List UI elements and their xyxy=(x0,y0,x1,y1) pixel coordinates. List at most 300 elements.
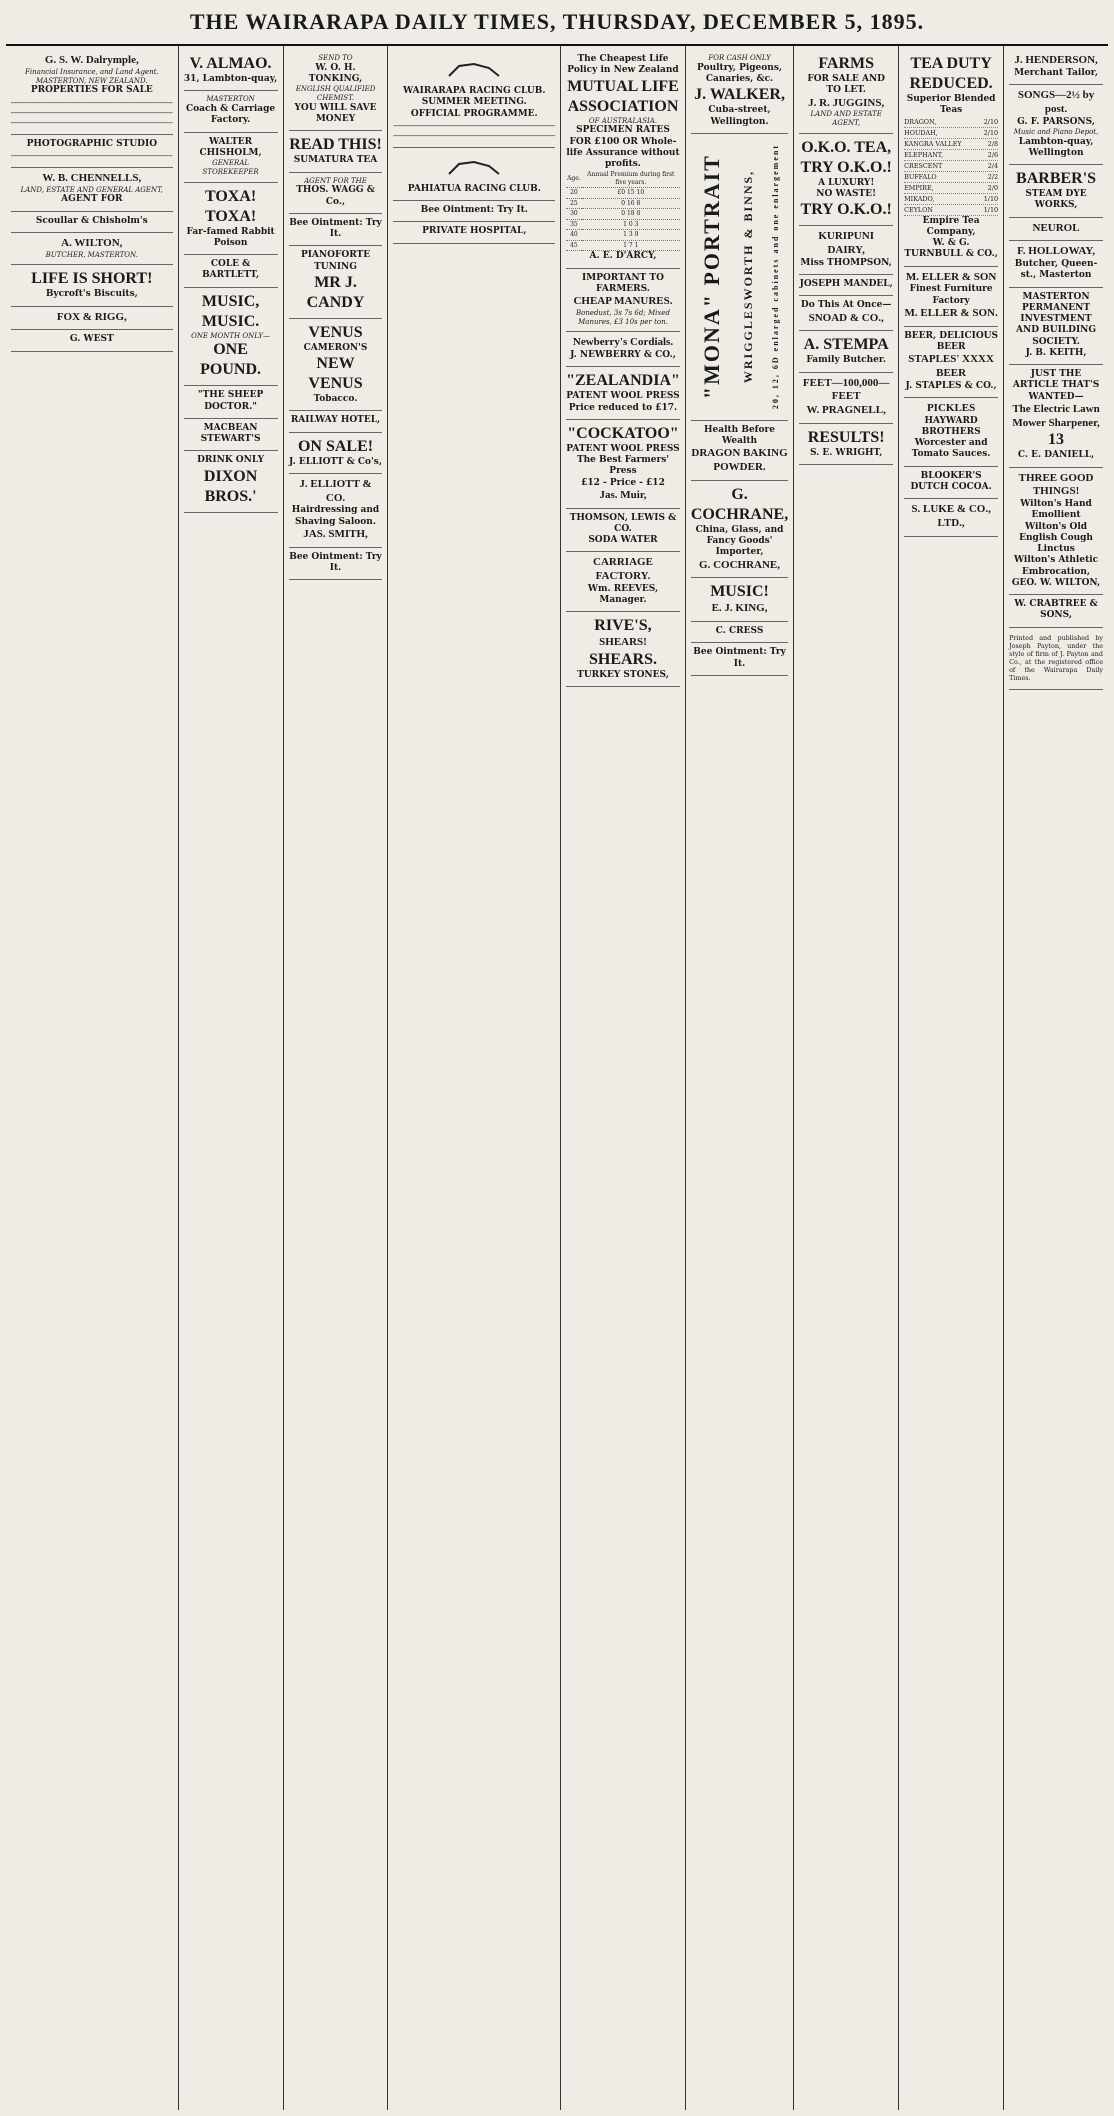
ad-tonking xyxy=(289,50,383,131)
rates-header: Age. xyxy=(566,170,582,188)
ad-subheading: Wilton's Hand Emollient xyxy=(1020,499,1092,521)
rate-premium: 1 3 9 xyxy=(582,230,680,241)
ad-subheading: JUST THE ARTICLE THAT'S WANTED— xyxy=(1012,369,1100,402)
ad-signature: J. STAPLES & CO., xyxy=(905,380,997,391)
ad-signature: GEO. W. WILTON, xyxy=(1011,577,1101,588)
ad-subheading: Bycroft's Biscuits, xyxy=(45,289,138,300)
ad-cochrane xyxy=(691,481,788,579)
ad-mutual-life xyxy=(566,50,680,269)
ad-barber xyxy=(1009,165,1103,218)
tea-name: HOUDAH, xyxy=(904,128,938,137)
wriggle-subtitle: 20, 12, 6D enlarged cabinets and one enlargement xyxy=(770,143,780,409)
ad-heading: BLOOKER'S DUTCH COCOA. xyxy=(910,470,992,492)
ad-subheading: DRINK ONLY xyxy=(197,455,265,466)
ad-heading: VENUS xyxy=(308,323,363,341)
ad-location: MASTERTON, NEW ZEALAND. xyxy=(36,76,148,85)
ad-subheading: £12 - Price - £12 xyxy=(581,477,665,488)
rate-row xyxy=(566,198,680,209)
ad-kuripuni xyxy=(799,226,893,275)
ad-subheading: Empire Tea Company, xyxy=(922,215,980,237)
ad-heading: J. WALKER, xyxy=(694,86,785,104)
ad-subheading: PIANOFORTE TUNING xyxy=(300,250,371,272)
rates-table xyxy=(566,170,680,251)
ad-heading: BARBER'S xyxy=(1016,170,1097,187)
ad-heading: G. COCHRANE, xyxy=(699,558,781,571)
ad-body: ────────────────────────────────────────── xyxy=(393,121,556,130)
ad-heading: Newberry's Cordials. xyxy=(572,336,674,349)
ad-pahiatua xyxy=(393,148,555,201)
ad-subheading: Merchant Tailor, xyxy=(1014,67,1098,78)
ad-sheep xyxy=(184,386,278,419)
ad-heading: G. COCHRANE, xyxy=(690,485,789,523)
ad-blooker xyxy=(904,467,998,500)
ad-subheading: Family Butcher. xyxy=(806,355,886,366)
ad-subheading: AGENT FOR xyxy=(61,194,123,205)
tea-price: 2/2 xyxy=(987,172,999,181)
ad-heading: RAILWAY HOTEL, xyxy=(290,415,381,426)
rate-age: 25 xyxy=(566,198,582,209)
ad-manures xyxy=(566,269,680,333)
ad-heading: PICKLES xyxy=(926,401,976,414)
ad-tea xyxy=(904,50,998,267)
ad-subheading: SHEARS! xyxy=(599,636,647,649)
ad-heading: CARRIAGE FACTORY. xyxy=(593,556,653,582)
ad-heading: NEW VENUS xyxy=(308,355,363,392)
ad-macbean xyxy=(184,419,278,452)
ad-body: ────────────────────────────────────────── xyxy=(11,118,173,127)
ad-subheading: China, Glass, and Fancy Goods' Importer, xyxy=(695,524,784,558)
column-9 xyxy=(1004,46,1108,2110)
ad-eller xyxy=(904,267,998,327)
ad-dragon xyxy=(691,421,788,481)
tea-price-row xyxy=(904,150,998,161)
ad-subheading: FOR CASH ONLY xyxy=(708,54,771,62)
ad-signature: A. E. D'ARCY, xyxy=(589,251,657,262)
ad-cress xyxy=(691,622,788,643)
ad-heading: G. S. W. Dalrymple, xyxy=(44,54,139,66)
ad-heading: LIFE IS SHORT! xyxy=(31,270,153,288)
ad-subheading: SEND TO xyxy=(318,54,353,62)
ad-heading: NEUROL xyxy=(1032,221,1080,234)
ad-heading: KURIPUNI DAIRY, xyxy=(818,230,874,256)
tea-price-list xyxy=(904,117,998,216)
ad-subheading: IMPORTANT TO FARMERS. xyxy=(582,272,664,294)
ad-stempa xyxy=(799,331,893,372)
ad-heading: ONE POUND. xyxy=(200,341,262,379)
column-5 xyxy=(561,46,686,2110)
ad-body: ────────────────────────────────────────── xyxy=(393,131,556,140)
ad-signature: J. R. JUGGINS, xyxy=(808,96,885,109)
rate-age: 40 xyxy=(566,230,582,241)
ad-subheading: J. ELLIOTT & Co's, xyxy=(289,456,382,467)
ad-heading: TRY O.K.O.! xyxy=(800,158,892,176)
ad-heading: CHEAP MANURES. xyxy=(573,295,673,307)
ad-subheading: BUTCHER, MASTERTON. xyxy=(45,250,138,259)
ad-heading: THOS. WAGG & Co., xyxy=(296,185,375,207)
ad-heading: DIXON BROS.' xyxy=(203,467,258,505)
ad-heading: RIVE'S, xyxy=(594,617,652,635)
ad-heading: STAPLES' XXXX BEER xyxy=(908,353,994,379)
ad-heading: TRY O.K.O.! xyxy=(800,201,892,219)
ad-carriage xyxy=(566,552,680,612)
ad-heading: MACBEAN STEWART'S xyxy=(200,422,261,444)
ad-walker xyxy=(691,50,788,134)
ad-subheading: INVESTMENT AND BUILDING SOCIETY. xyxy=(1016,314,1097,347)
ad-subheading: Financial Insurance, and Land Agent. xyxy=(24,67,159,76)
horse-emblem-icon xyxy=(444,156,504,178)
tea-price-row xyxy=(904,183,998,194)
ad-subheading: Superior Blended Teas xyxy=(906,94,996,116)
ad-almao xyxy=(184,50,278,91)
ad-subheading: The Best Farmers' Press xyxy=(576,455,670,477)
ad-candy xyxy=(289,246,383,319)
ad-wrigglesworth xyxy=(691,134,788,421)
masthead-title: THE WAIRARAPA DAILY TIMES, THURSDAY, DECEMBER 5, 1895. xyxy=(189,9,925,34)
ad-subheading: Wilton's Old English Cough Linctus xyxy=(1019,521,1093,554)
footer-imprint xyxy=(1009,628,1103,690)
ad-subheading: J. NEWBERRY & CO., xyxy=(570,350,676,360)
ad-heading: A. WILTON, xyxy=(61,236,123,249)
ad-music xyxy=(184,288,278,387)
ad-subheading: ONE MONTH ONLY— xyxy=(191,331,271,340)
ad-signature: Jas. Muir, xyxy=(599,488,647,501)
ad-elliott xyxy=(289,474,383,548)
tea-price-row xyxy=(904,139,998,150)
ad-signature: C. E. DANIELL, xyxy=(1017,450,1095,461)
ad-heading: Bee Ointment: Try It. xyxy=(289,217,382,239)
ad-wilton-three xyxy=(1009,468,1103,596)
ad-heading: J. HENDERSON, xyxy=(1014,54,1098,66)
column-8 xyxy=(899,46,1004,2110)
ad-subheading: 31, Lambton-quay, xyxy=(183,74,278,84)
ad-subheading: SUMMER MEETING. xyxy=(421,97,527,108)
ad-west xyxy=(11,330,173,351)
ad-subheading: Cuba-street, Wellington. xyxy=(708,105,771,127)
ad-subheading: ENGLISH QUALIFIED CHEMIST. xyxy=(295,85,376,102)
ad-railway xyxy=(289,411,383,432)
ad-farms xyxy=(799,50,893,134)
ad-heading: ON SALE! xyxy=(297,437,374,455)
ad-subheading: Tobacco. xyxy=(313,394,358,404)
ad-heading: Bee Ointment: Try It. xyxy=(420,205,528,215)
ad-heading: MR J. CANDY xyxy=(306,273,365,311)
column-2 xyxy=(179,46,284,2110)
ad-heading: MUTUAL LIFE ASSOCIATION xyxy=(567,77,679,115)
ad-subheading: Worcester and Tomato Sauces. xyxy=(911,438,991,460)
ad-subheading: Miss THOMPSON, xyxy=(800,257,892,268)
ad-photographic xyxy=(11,135,173,168)
ad-venus xyxy=(289,319,383,412)
tea-price: 2/4 xyxy=(987,161,999,170)
ad-subheading: Wm. REEVES, Manager. xyxy=(587,583,659,605)
ad-subheading: LAND AND ESTATE AGENT, xyxy=(810,110,882,127)
ad-heading: FEET—100,000—FEET xyxy=(802,376,890,403)
ad-bee-1 xyxy=(289,214,383,247)
ad-dalrymple xyxy=(11,50,173,135)
ad-price: 13 xyxy=(1048,431,1065,449)
ad-songs xyxy=(1009,85,1103,165)
ad-bee xyxy=(393,201,555,222)
ad-heading: WAIRARAPA RACING CLUB. xyxy=(403,86,546,96)
tea-price-row xyxy=(904,172,998,183)
ad-heading: TEA DUTY REDUCED. xyxy=(909,55,993,92)
tea-name: EMPIRE, xyxy=(904,183,934,192)
tea-price: 2/6 xyxy=(987,150,999,159)
ad-heading: Bee Ointment: Try It. xyxy=(693,647,786,669)
ad-subheading: SODA WATER xyxy=(588,535,658,545)
rate-premium: 1 7 1 xyxy=(582,240,680,251)
ad-private-hospital xyxy=(393,222,555,243)
rate-premium: 1 0 3 xyxy=(582,219,680,230)
ad-subheading: STEAM DYE WORKS, xyxy=(1025,189,1087,211)
ad-chisholm xyxy=(184,133,278,183)
tea-price-row xyxy=(904,194,998,205)
tea-name: CRESCENT xyxy=(904,161,943,170)
ad-cockatoo xyxy=(566,420,680,509)
ad-heading: Coach & Carriage Factory. xyxy=(185,104,276,126)
ad-subheading: SPECIMEN RATES FOR £100 OR Whole-life Assurance without profits. xyxy=(566,125,680,169)
ad-subheading: YOU WILL SAVE MONEY xyxy=(294,102,377,124)
column-4 xyxy=(388,46,561,2110)
ad-henderson xyxy=(1009,50,1103,85)
ad-heading: FARMS xyxy=(818,55,875,72)
ad-list-title: PROPERTIES FOR SALE xyxy=(30,85,153,96)
rate-row xyxy=(566,240,680,251)
ad-toxa xyxy=(184,183,278,256)
column-7 xyxy=(794,46,899,2110)
tea-price: 1/10 xyxy=(983,194,999,203)
ad-pickles xyxy=(904,398,998,467)
tea-name: BUFFALO xyxy=(904,172,937,181)
footer-text: Printed and published by Joseph Payton, under the style of firm of J. Payton and Co., at the registered office of the Wairarapa Daily Times. xyxy=(1009,633,1104,682)
ad-subheading: PATENT WOOL PRESS xyxy=(566,391,680,402)
ad-feet xyxy=(799,373,893,424)
tea-price: 2/0 xyxy=(987,183,999,192)
ad-subheading: Lambton-quay, Wellington xyxy=(1018,136,1094,158)
tea-price-row xyxy=(904,128,998,139)
ad-heading: A. STEMPA xyxy=(803,336,889,354)
ad-heading: THOMSON, LEWIS & CO. xyxy=(569,512,677,534)
rate-row xyxy=(566,188,680,199)
ad-heading: DRAGON BAKING POWDER. xyxy=(691,447,788,474)
tea-price: 2/8 xyxy=(987,139,999,148)
ad-subheading: G. F. PARSONS, xyxy=(1017,116,1095,127)
ad-life xyxy=(11,265,173,306)
ad-subheading: HAYWARD BROTHERS xyxy=(921,415,981,437)
masthead xyxy=(6,0,1108,46)
ad-cole xyxy=(184,255,278,288)
columns xyxy=(6,46,1108,2110)
ad-on-sale xyxy=(289,433,383,474)
ad-results xyxy=(799,424,893,465)
ad-racing-club xyxy=(393,50,555,148)
ad-heading: PRIVATE HOSPITAL, xyxy=(422,226,527,237)
tea-price: 2/10 xyxy=(983,117,999,126)
ad-bee xyxy=(691,643,788,676)
ad-scoullar xyxy=(11,212,173,233)
rates-header-row xyxy=(566,170,680,188)
ad-subheading: AGENT FOR THE xyxy=(304,176,367,185)
ad-subheading: A LUXURY! xyxy=(818,177,875,188)
ad-subheading: OFFICIAL PROGRAMME. xyxy=(410,108,538,119)
ad-chennells xyxy=(11,168,173,212)
ad-oko xyxy=(799,134,893,227)
ad-subheading: PATENT WOOL PRESS xyxy=(566,443,680,454)
ad-subheading: Music and Piano Depot, xyxy=(1013,127,1099,136)
column-1 xyxy=(6,46,179,2110)
ad-subheading: BEER, DELICIOUS BEER xyxy=(904,330,999,352)
ad-location: MASTERTON xyxy=(206,95,255,104)
ad-subheading: Hairdressing and Shaving Saloon. xyxy=(291,505,380,527)
ad-subheading: FOR SALE AND TO LET. xyxy=(807,74,885,96)
ad-signature: J. B. KEITH, xyxy=(1025,347,1087,358)
tea-name: ELEPHANT, xyxy=(904,150,944,159)
ad-heading: F. HOLLOWAY, xyxy=(1017,245,1096,258)
ad-wagg xyxy=(289,173,383,214)
ad-heading: PAHIATUA RACING CLUB. xyxy=(407,183,541,194)
ad-heading: Scoullar & Chisholm's xyxy=(35,215,148,226)
ad-neurol xyxy=(1009,218,1103,242)
ad-heading: S. LUKE & CO., LTD., xyxy=(911,503,991,529)
ad-heading: RESULTS! xyxy=(807,428,885,446)
rate-age: 30 xyxy=(566,209,582,220)
ad-snoad xyxy=(799,296,893,331)
ad-heading: FOX & RIGG, xyxy=(56,310,127,323)
tea-name: MIKADO, xyxy=(904,194,935,203)
ad-heading: TOXA! TOXA! xyxy=(204,187,257,225)
ad-holloway xyxy=(1009,241,1103,287)
ad-subheading: LAND, ESTATE AND GENERAL AGENT, xyxy=(20,185,164,194)
ad-thomson xyxy=(566,509,680,553)
ad-wilton xyxy=(11,233,173,266)
ad-read-this xyxy=(289,131,383,172)
ad-heading: JOSEPH MANDEL, xyxy=(799,279,893,289)
tea-name: CEYLON xyxy=(904,205,933,214)
ad-coach xyxy=(184,91,278,132)
ad-mandel xyxy=(799,275,893,296)
ad-subheading: The Cheapest Life Policy in New Zealand xyxy=(567,54,679,76)
ad-subheading: Wilton's Athletic Embrocation, xyxy=(1013,555,1099,577)
ad-heading: J. ELLIOTT & CO. xyxy=(299,477,372,504)
ad-subheading: Health Before Wealth xyxy=(704,424,776,447)
ad-heading: "THE SHEEP DOCTOR." xyxy=(197,390,264,412)
ad-investment xyxy=(1009,288,1103,366)
ad-heading: W. CRABTREE & SONS, xyxy=(1014,599,1098,621)
ad-staples xyxy=(904,327,998,398)
tea-price-row xyxy=(904,117,998,128)
ad-heading: MUSIC! xyxy=(710,583,769,601)
ad-rives xyxy=(566,612,680,687)
ad-heading: Bee Ointment: Try It. xyxy=(289,551,382,573)
ad-subheading: CAMERON'S xyxy=(303,342,368,353)
ad-zealandia xyxy=(566,367,680,420)
wrigglesworth-vertical-title: WRIGGLESWORTH & BINNS, xyxy=(740,169,755,383)
ad-subheading: Poultry, Pigeons, Canaries, &c. xyxy=(697,62,783,84)
rate-premium: 0 18 0 xyxy=(582,209,680,220)
ad-heading: MUSIC, MUSIC. xyxy=(201,292,260,330)
horse-emblem-icon xyxy=(444,58,504,80)
ad-heading: THREE GOOD THINGS! xyxy=(1018,471,1094,498)
ad-subheading: TURKEY STONES, xyxy=(577,670,669,680)
ad-body: ────────────────────────────────────────── xyxy=(11,98,173,107)
ad-subheading: Bonedust, 3s 7s 6d; Mixed Manures, £3 10s per ton. xyxy=(576,308,670,326)
ad-heading: PHOTOGRAPHIC STUDIO xyxy=(26,138,158,149)
rate-row xyxy=(566,219,680,230)
ad-signature: W. & G. TURNBULL & CO., xyxy=(904,238,998,260)
ad-heading: "ZEALANDIA" xyxy=(566,372,680,390)
ad-subheading: Price reduced to £17. xyxy=(568,402,678,413)
ad-luke xyxy=(904,499,998,537)
ad-subheading: Finest Furniture Factory xyxy=(909,284,993,306)
ad-heading: W. B. CHENNELLS, xyxy=(42,171,142,184)
ad-subheading: SUMATURA TEA xyxy=(293,155,378,166)
ad-subheading: OF AUSTRALASIA. xyxy=(588,116,658,125)
rate-age: 20 xyxy=(566,188,582,199)
ad-heading: SNOAD & CO., xyxy=(808,311,884,324)
ad-heading: V. ALMAO. xyxy=(189,55,272,72)
rate-row xyxy=(566,230,680,241)
tea-price: 2/10 xyxy=(983,128,999,137)
rate-premium: £0 15 10 xyxy=(582,188,680,199)
tea-name: DRAGON, xyxy=(904,117,937,126)
ad-heading: READ THIS! xyxy=(289,136,382,154)
ad-newbery xyxy=(566,332,680,367)
ad-dixon xyxy=(184,451,278,512)
rate-row xyxy=(566,209,680,220)
ad-body: ────────────────────────────────────────── xyxy=(11,108,173,117)
column-6 xyxy=(686,46,794,2110)
ad-heading: "COCKATOO" xyxy=(567,424,679,442)
ad-music xyxy=(691,578,788,622)
portrait-vertical-title: "MONA" PORTRAIT xyxy=(699,153,725,399)
tea-name: KANGRA VALLEY xyxy=(904,139,962,148)
ad-heading: O.K.O. TEA, xyxy=(801,138,892,156)
column-3 xyxy=(284,46,389,2110)
ad-crabtree xyxy=(1009,595,1103,628)
ad-heading: M. ELLER & SON xyxy=(905,270,997,283)
tea-price: 1/10 xyxy=(983,205,999,214)
ad-subheading: NO WASTE! xyxy=(816,189,877,199)
ad-heading: WALTER CHISHOLM, xyxy=(199,136,262,158)
ad-heading: SHEARS. xyxy=(588,651,657,668)
rate-age: 45 xyxy=(566,240,582,251)
ad-signature: E. J. KING, xyxy=(711,602,768,615)
ad-bee-2 xyxy=(289,548,383,581)
ad-heading: MASTERTON PERMANENT xyxy=(1022,291,1091,313)
ad-heading: COLE & BARTLETT, xyxy=(202,259,260,281)
rate-age: 35 xyxy=(566,219,582,230)
ad-lawn-mower xyxy=(1009,365,1103,468)
ad-heading: M. ELLER & SON. xyxy=(904,306,998,319)
ad-signature: W. PRAGNELL, xyxy=(806,404,886,416)
ad-subheading: GENERAL STOREKEEPER xyxy=(202,159,259,176)
ad-heading: The Electric Lawn Mower Sharpener, xyxy=(1012,402,1100,429)
rates-header: Annual Premium during first five years. xyxy=(582,170,680,188)
ad-subheading: Far-famed Rabbit Poison xyxy=(186,226,275,248)
ad-heading: C. CRESS xyxy=(715,626,764,637)
ad-heading: W. O. H. TONKING, xyxy=(308,62,363,84)
ad-subheading: Do This At Once— xyxy=(800,300,892,311)
ad-body: ────────────────────────────────────────── xyxy=(11,151,173,160)
ad-heading: G. WEST xyxy=(69,334,114,345)
ad-signature: S. E. WRIGHT, xyxy=(809,447,883,458)
ad-heading: JAS. SMITH, xyxy=(303,527,368,540)
tea-price-row xyxy=(904,161,998,172)
ad-subheading: Butcher, Queen-st., Masterton xyxy=(1014,259,1098,281)
rate-premium: 0 16 8 xyxy=(582,198,680,209)
ad-fox-rigg xyxy=(11,307,173,331)
ad-heading: SONGS—2½ by post. xyxy=(1017,89,1095,115)
